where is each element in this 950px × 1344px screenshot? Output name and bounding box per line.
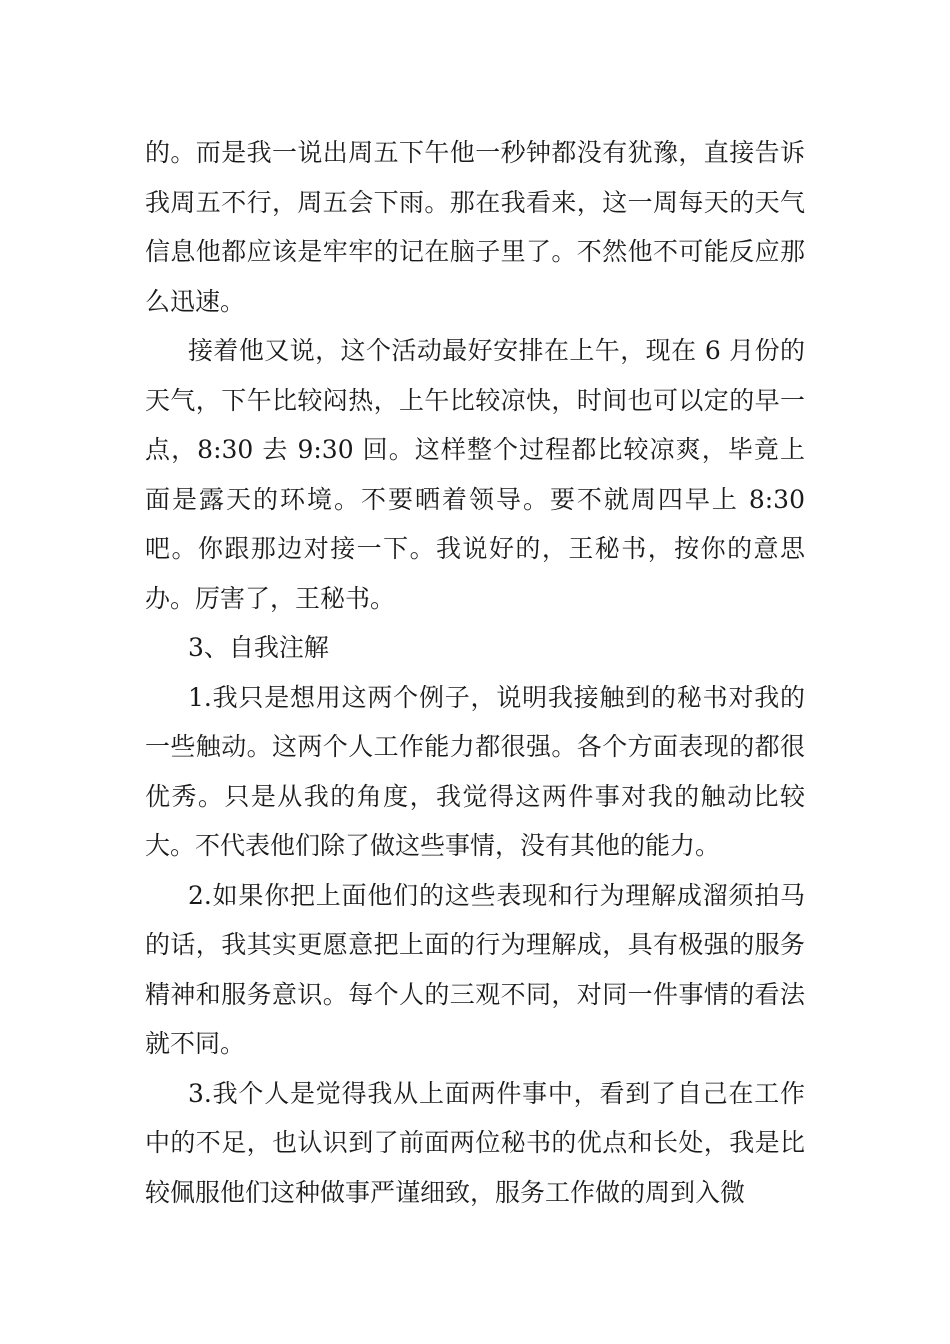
paragraph: 3.我个人是觉得我从上面两件事中，看到了自己在工作中的不足，也认识到了前面两位秘书的优点和长处，我是比较佩服他们这种做事严谨细致，服务工作做的周到入微 xyxy=(145,1078,805,1207)
document-body xyxy=(145,128,805,1217)
paragraph: 接着他又说，这个活动最好安排在上午，现在 6 月份的天气，下午比较闷热，上午比较凉快，时间也可以定的早一点，8:30 去 9:30 回。这样整个过程都比较凉爽，毕竟上面是露天的环境。不要晒着领导。要不就周四早上 8:30吧。你跟那边对接一下。我说好的，王秘书，按你的意思办。厉害了，王秘书。 xyxy=(145,336,805,613)
paragraph: 2.如果你把上面他们的这些表现和行为理解成溜须拍马的话，我其实更愿意把上面的行为理解成，具有极强的服务精神和服务意识。每个人的三观不同，对同一件事情的看法就不同。 xyxy=(145,880,805,1058)
section-heading: 3、自我注解 xyxy=(188,633,329,662)
paragraph-continuation: 的。而是我一说出周五下午他一秒钟都没有犹豫，直接告诉我周五不行，周五会下雨。那在我看来，这一周每天的天气信息他都应该是牢牢的记在脑子里了。不然他不可能反应那么迅速。 xyxy=(145,138,805,316)
paragraph: 1.我只是想用这两个例子，说明我接触到的秘书对我的一些触动。这两个人工作能力都很强。各个方面表现的都很优秀。只是从我的角度，我觉得这两件事对我的触动比较大。不代表他们除了做这些事情，没有其他的能力。 xyxy=(145,682,805,860)
